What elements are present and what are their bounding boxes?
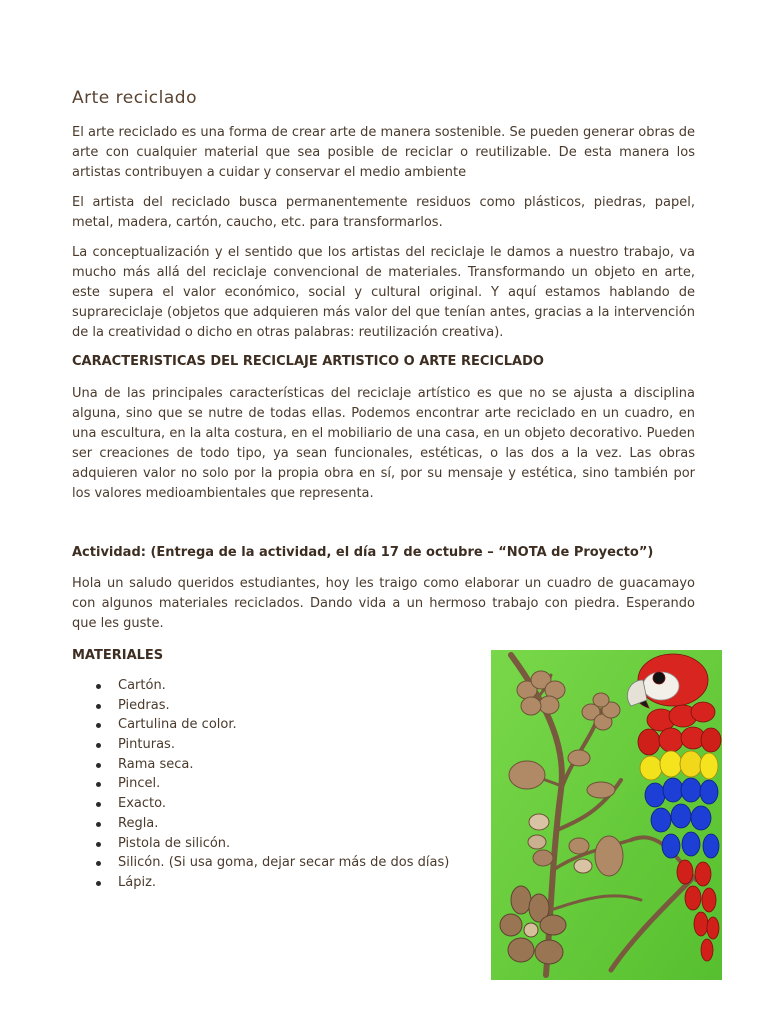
materials-list <box>72 676 449 893</box>
heading-caracteristicas: CARACTERISTICAS DEL RECICLAJE ARTISTICO O ARTE RECICLADO <box>72 354 544 369</box>
heading-materiales: MATERIALES <box>72 648 164 663</box>
list-item: Cartulina de color. <box>72 715 449 735</box>
paragraph-artista: El artista del reciclado busca permanentemente residuos como plásticos, piedras, papel, metal, madera, cartón, caucho, etc. para transformarlos. <box>72 195 695 230</box>
list-item: Regla. <box>72 814 449 834</box>
list-item: Lápiz. <box>72 873 449 893</box>
macaw-stone-artwork-image <box>491 650 722 980</box>
list-item: Pincel. <box>72 774 449 794</box>
heading-actividad: Actividad: (Entrega de la actividad, el día 17 de octubre – “NOTA de Proyecto”) <box>72 545 654 560</box>
list-item: Cartón. <box>72 676 449 696</box>
paragraph-caracteristicas: Una de las principales características del reciclaje artístico es que no se ajusta a disciplina alguna, sino que se nutre de todas ellas. Podemos encontrar arte reciclado en un cuadro, en una escultura, en la alta costura, en el mobiliario de una casa, en un objeto decorativo. Pueden ser creaciones de todo tipo, ya sean funcionales, estéticas, o las dos a la vez. Las obras adquieren valor no solo por la propia obra en sí, por su mensaje y estética, sino también por los valores medioambientales que representa. <box>72 386 695 501</box>
list-item: Rama seca. <box>72 755 449 775</box>
paragraph-saludo: Hola un saludo queridos estudiantes, hoy les traigo como elaborar un cuadro de guacamayo con algunos materiales reciclados. Dando vida a un hermoso trabajo con piedra. Esperando que les guste. <box>72 576 695 631</box>
list-item: Silicón. (Si usa goma, dejar secar más de dos días) <box>72 853 449 873</box>
paragraph-intro: El arte reciclado es una forma de crear arte de manera sostenible. Se pueden generar obras de arte con cualquier material que sea posible de reciclar o reutilizable. De esta manera los artistas contribuyen a cuidar y conservar el medio ambiente <box>72 125 695 180</box>
list-item: Pistola de silicón. <box>72 834 449 854</box>
paragraph-conceptualizacion: La conceptualización y el sentido que los artistas del reciclaje le damos a nuestro trabajo, va mucho más allá del reciclaje convencional de materiales. Transformando un objeto en arte, este supera el valor económico, social y cultural original. Y aquí estamos hablando de suprareciclaje (objetos que adquieren más valor del que tenían antes, gracias a la intervención de la creatividad o dicho en otras palabras: reutilización creativa). <box>72 245 695 340</box>
list-item: Pinturas. <box>72 735 449 755</box>
page-title: Arte reciclado <box>72 88 197 108</box>
list-item: Exacto. <box>72 794 449 814</box>
list-item: Piedras. <box>72 696 449 716</box>
